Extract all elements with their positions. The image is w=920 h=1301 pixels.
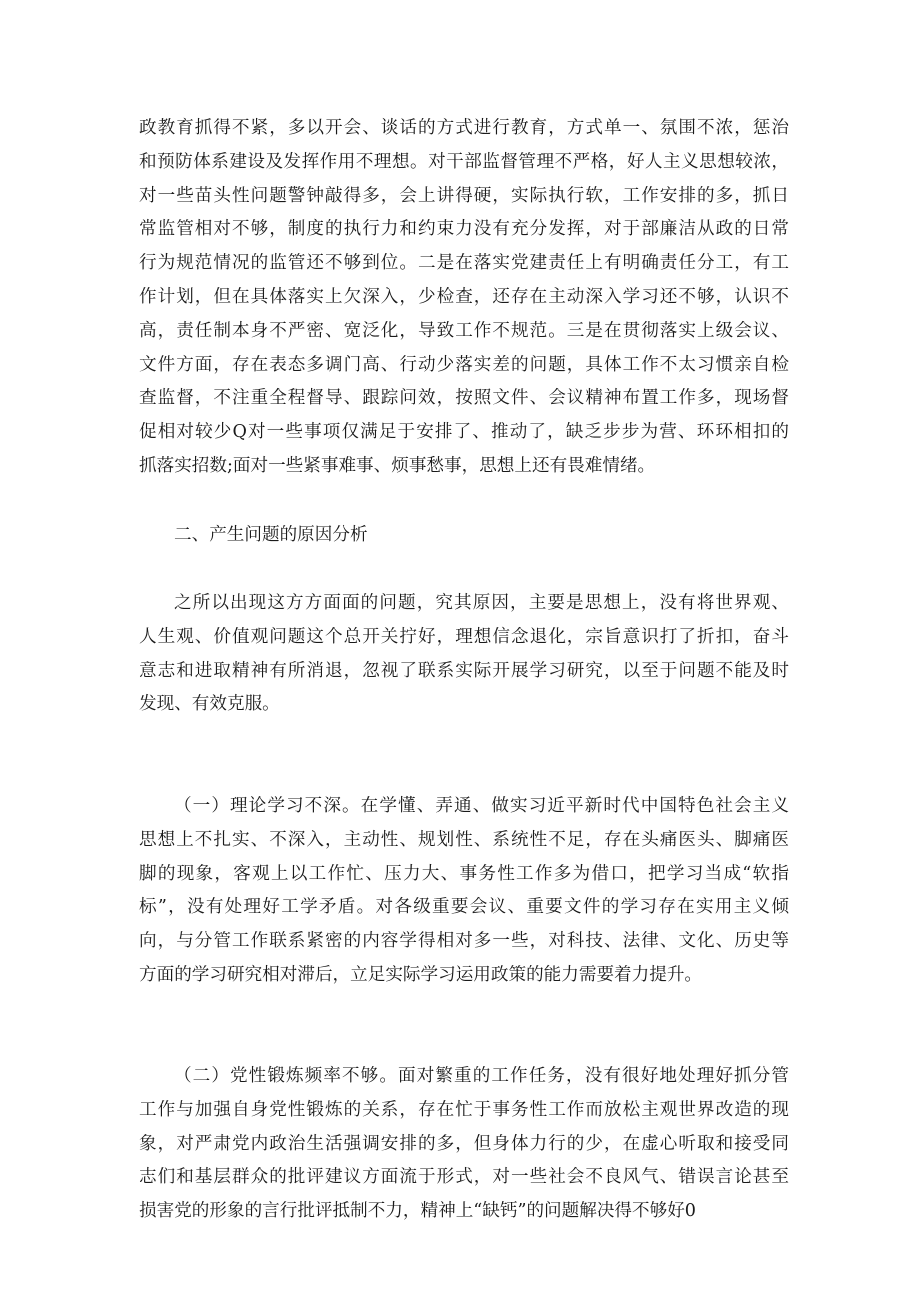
text-line: 政教育抓得不紧，多以开会、谈话的方式进行教育，方式单一、氛围不浓，惩治	[139, 118, 789, 138]
text-line: 作计划，但在具体落实上欠深入，少检查，还存在主动深入学习还不够，认识不	[139, 286, 789, 307]
text-line: 对一些苗头性问题警钟敲得多，会上讲得硬，实际执行软，工作安排的多，抓日	[139, 185, 789, 206]
section-heading	[139, 519, 789, 553]
text-line: 发现、有效克服。	[139, 694, 280, 715]
text-line: 向，与分管工作联系紧密的内容学得相对多一些，对科技、法律、文化、历史等	[139, 931, 789, 952]
text-line: 查监督，不注重全程督导、跟踪问效，按照文件、会议精神布置工作多，现场督	[139, 388, 789, 409]
text-line: 常监管相对不够，制度的执行力和约束力没有充分发挥，对于部廉洁从政的日常	[139, 219, 789, 240]
text-line: 抓落实招数;面对一些紧事难事、烦事愁事，思想上还有畏难情绪。	[139, 455, 656, 476]
text-line: 意志和进取精神有所消退，忽视了联系实际开展学习研究，以至于问题不能及时	[139, 660, 789, 681]
text-line: 方面的学习研究相对滞后，立足实际学习运用政策的能力需要着力提升。	[139, 964, 703, 985]
text-line: （一）理论学习不深。在学懂、弄通、做实习近平新时代中国特色社会主义	[174, 796, 789, 816]
heading-text: 二、产生问题的原因分析	[174, 525, 368, 545]
text-line: 工作与加强自身党性锻炼的关系，存在忙于事务性工作而放松主观世界改造的现	[139, 1099, 789, 1120]
text-line: 促相对较少Q对一些事项仅满足于安排了、推动了，缺乏步步为营、环环相扣的	[139, 422, 789, 443]
text-line: 象，对严肃党内政治生活强调安排的多，但身体力行的少，在虚心听取和接受同	[139, 1133, 789, 1154]
paragraph-theory-study	[139, 790, 789, 993]
text-line: 和预防体系建设及发挥作用不理想。对干部监督管理不严格，好人主义思想较浓，	[139, 151, 789, 172]
text-line: 损害党的形象的言行批评抵制不力，精神上“缺钙”的问题解决得不够好0	[139, 1201, 696, 1222]
text-line: （二）党性锻炼频率不够。面对繁重的工作任务，没有很好地处理好抓分管	[174, 1066, 789, 1086]
text-line: 脚的现象，客观上以工作忙、压力大、事务性工作多为借口，把学习当成“软指	[139, 863, 789, 884]
paragraph-party-spirit	[139, 1060, 789, 1229]
text-line: 志们和基层群众的批评建议方面流于形式，对一些社会不良风气、错误言论甚至	[139, 1167, 789, 1188]
text-line: 文件方面，存在表态多调门高、行动少落实差的问题，具体工作不太习惯亲自检	[139, 354, 789, 375]
text-line: 思想上不扎实、不深入，主动性、规划性、系统性不足，存在头痛医头、脚痛医	[139, 829, 789, 850]
paragraph-cause-analysis	[139, 587, 789, 722]
text-line: 之所以出现这方方面面的问题，究其原因，主要是思想上，没有将世界观、	[174, 593, 789, 613]
paragraph-supervision-issues	[139, 112, 789, 484]
text-line: 标”，没有处理好工学矛盾。对各级重要会议、重要文件的学习存在实用主义倾	[139, 897, 789, 918]
text-line: 人生观、价值观问题这个总开关拧好，理想信念退化，宗旨意识打了折扣，奋斗	[139, 626, 789, 647]
text-line: 行为规范情况的监管还不够到位。二是在落实党建责任上有明确责任分工，有工	[139, 253, 789, 274]
text-line: 高，责任制本身不严密、宽泛化，导致工作不规范。三是在贯彻落实上级会议、	[139, 320, 789, 341]
